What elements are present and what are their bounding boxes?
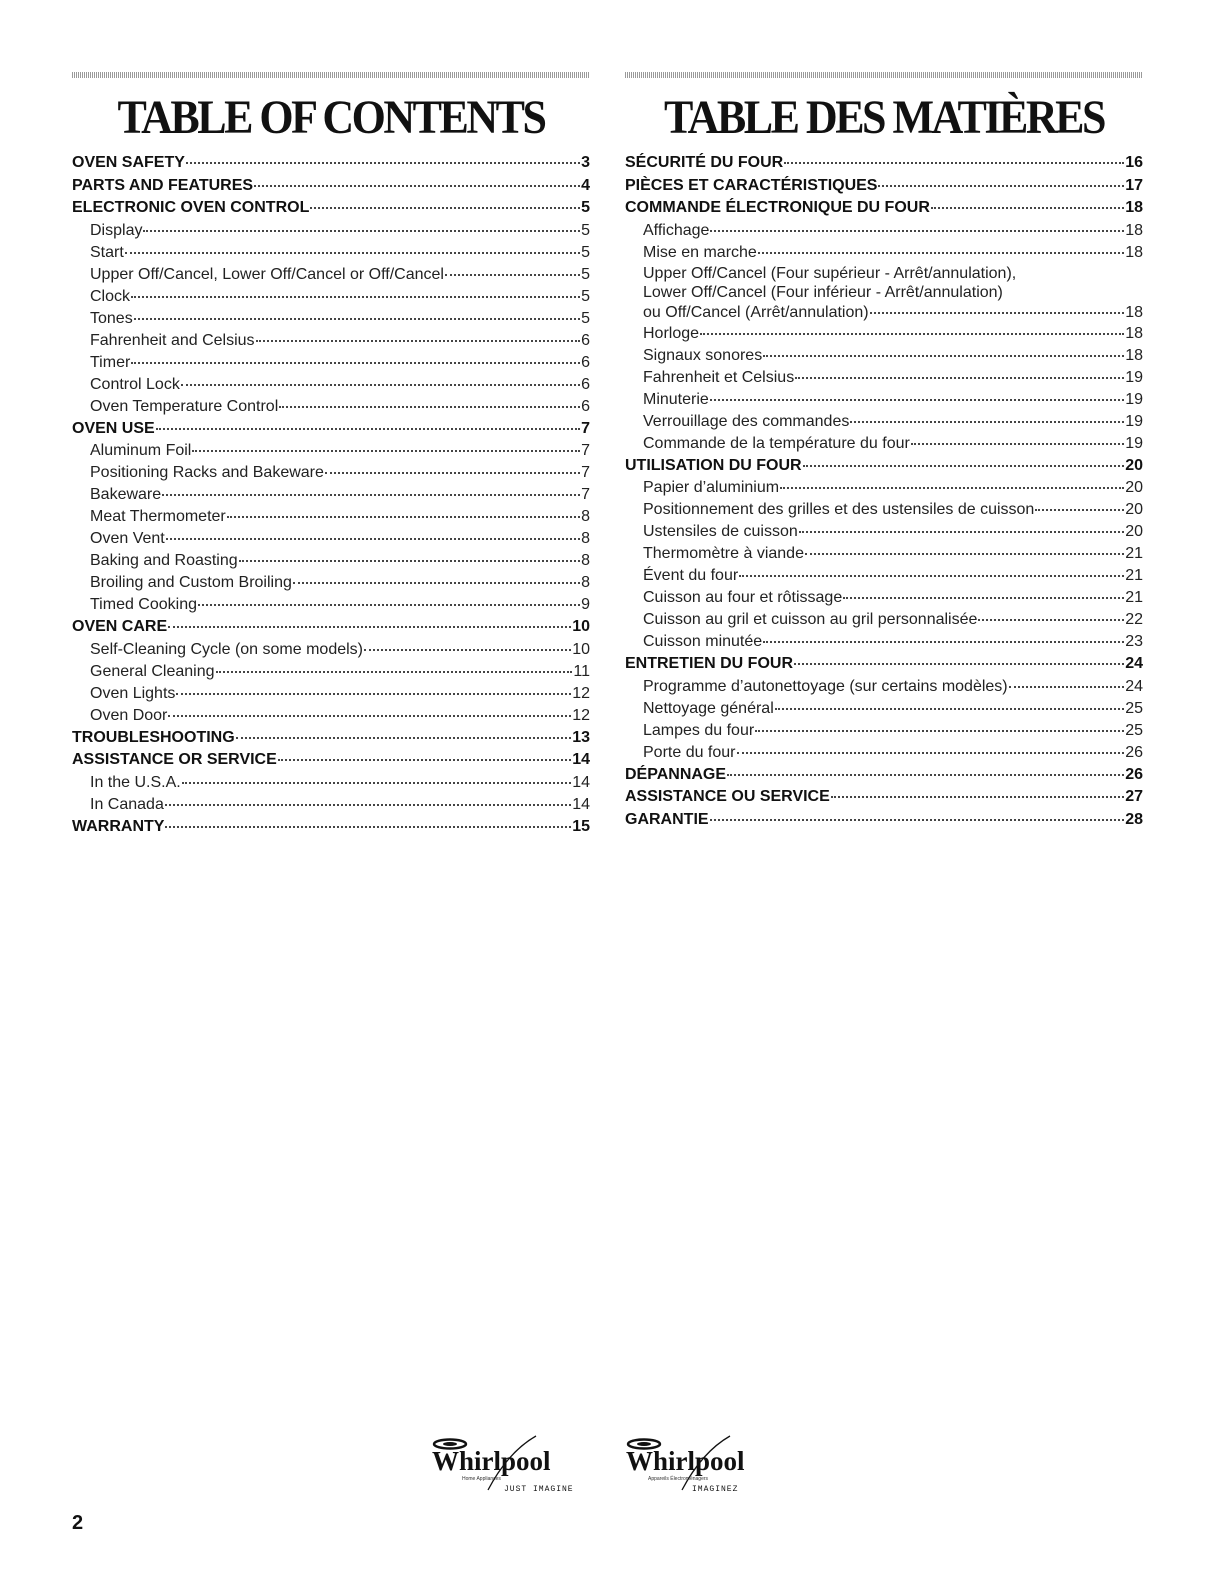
toc-entry-label: Display xyxy=(90,221,143,239)
toc-section-entry xyxy=(625,653,1143,676)
toc-title: TABLE OF CONTENTS xyxy=(117,91,545,144)
toc-subsection-entry xyxy=(72,484,590,506)
toc-entry-label: Commande de la température du four xyxy=(643,434,910,452)
toc-section-entry xyxy=(625,764,1143,787)
toc-subsection-entry xyxy=(625,411,1143,433)
toc-entry-page: 19 xyxy=(1125,434,1143,452)
toc-entry-label: ENTRETIEN DU FOUR xyxy=(625,655,793,672)
toc-entry-label: Start xyxy=(90,243,124,261)
whirlpool-logo-icon xyxy=(622,1432,772,1494)
toc-entry-page: 22 xyxy=(1125,611,1143,628)
dot-leader xyxy=(758,252,1124,254)
dot-leader xyxy=(192,450,580,452)
dot-leader xyxy=(254,185,580,187)
toc-entry-label: DÉPANNAGE xyxy=(625,765,727,783)
toc-subsection-entry xyxy=(643,303,1143,323)
toc-entry-label: PIÈCES ET CARACTÉRISTIQUES xyxy=(625,176,878,194)
dot-leader xyxy=(1035,509,1124,511)
dot-leader xyxy=(850,421,1124,423)
toc-entry-page: 8 xyxy=(581,508,590,525)
toc-entry-page: 13 xyxy=(572,728,590,746)
toc-subsection-entry xyxy=(625,345,1143,367)
svg-text:JUST IMAGINE: JUST IMAGINE xyxy=(504,1485,574,1494)
toc-entry-page: 6 xyxy=(581,353,590,371)
toc-entry-page: 19 xyxy=(1125,368,1143,386)
toc-entry-label: Thermomètre à viande xyxy=(643,545,804,562)
dot-leader xyxy=(795,377,1124,379)
toc-subsection-entry xyxy=(72,440,590,462)
svg-text:Whirlpool: Whirlpool xyxy=(626,1446,745,1476)
toc-entry-page: 19 xyxy=(1125,390,1143,408)
dot-leader xyxy=(805,553,1124,555)
page-number: 2 xyxy=(72,1512,84,1534)
toc-entry-page: 5 xyxy=(581,265,590,283)
toc-entry-page: 18 xyxy=(1125,324,1143,342)
toc-french-column xyxy=(625,72,1143,831)
toc-entry-label: Bakeware xyxy=(90,486,162,503)
toc-subsection-entry xyxy=(625,499,1143,521)
toc-entry-page: 18 xyxy=(1125,346,1143,364)
toc-subsection-entry xyxy=(72,639,590,661)
toc-entry-page: 18 xyxy=(1125,221,1143,239)
toc-entry-label: Timed Cooking xyxy=(90,596,198,613)
dot-leader xyxy=(134,318,580,320)
toc-english-column xyxy=(72,72,590,838)
dot-leader xyxy=(165,826,571,828)
toc-entry-label: Upper Off/Cancel, Lower Off/Cancel or Off/Cancel xyxy=(90,265,444,283)
toc-entry-page: 26 xyxy=(1125,743,1143,761)
toc-entry-page: 6 xyxy=(581,331,590,349)
toc-entry-page: 5 xyxy=(581,309,590,327)
dot-leader xyxy=(131,362,580,364)
toc-entry-label: Lampes du four xyxy=(643,721,755,739)
dot-leader xyxy=(131,296,580,298)
top-rule xyxy=(72,72,590,78)
dot-leader xyxy=(176,693,571,695)
toc-entry-page: 21 xyxy=(1125,545,1143,562)
toc-section-entry xyxy=(625,455,1143,478)
toc-entry-label: SÉCURITÉ DU FOUR xyxy=(625,154,784,171)
dot-leader xyxy=(737,752,1125,754)
toc-entry-page: 25 xyxy=(1125,721,1143,739)
dot-leader xyxy=(931,207,1124,209)
dot-leader xyxy=(710,819,1125,821)
toc-entry-label: Oven Vent xyxy=(90,530,165,547)
toc-entry-page: 9 xyxy=(581,596,590,613)
toc-entry-label: Broiling and Custom Broiling xyxy=(90,574,292,591)
dot-leader xyxy=(256,340,581,342)
toc-list xyxy=(72,152,590,838)
toc-entry-label: General Cleaning xyxy=(90,662,215,680)
dot-leader xyxy=(843,597,1124,599)
toc-list xyxy=(625,152,1143,831)
toc-entry-page: 8 xyxy=(581,552,590,569)
toc-entry-label: Papier d’aluminium xyxy=(643,479,780,496)
dot-leader xyxy=(239,560,580,562)
toc-section-entry xyxy=(625,175,1143,198)
toc-entry-page: 25 xyxy=(1125,699,1143,717)
toc-subsection-entry xyxy=(72,661,590,683)
toc-section-entry xyxy=(72,616,590,639)
toc-subsection-entry xyxy=(72,396,590,418)
toc-entry-page: 4 xyxy=(581,176,590,194)
toc-subsection-entry xyxy=(72,572,590,594)
toc-section-entry xyxy=(72,197,590,220)
toc-entry-label: Tones xyxy=(90,309,133,327)
toc-entry-label-line: Lower Off/Cancel (Four inférieur - Arrêt/annulation) xyxy=(643,284,1003,301)
toc-entry-label: Positioning Racks and Bakeware xyxy=(90,464,324,481)
toc-entry-label: OVEN SAFETY xyxy=(72,154,185,171)
toc-entry-label: Cuisson au gril et cuisson au gril personnalisée xyxy=(643,611,978,628)
toc-entry-label: In Canada xyxy=(90,795,164,813)
toc-entry-label-line: Upper Off/Cancel (Four supérieur - Arrêt/annulation), xyxy=(643,264,1017,282)
top-rule xyxy=(625,72,1143,78)
toc-entry-page: 14 xyxy=(572,795,590,813)
toc-entry-label: OVEN CARE xyxy=(72,618,168,635)
toc-entry-page: 5 xyxy=(581,199,590,216)
toc-subsection-entry xyxy=(72,794,590,816)
svg-text:Whirlpool: Whirlpool xyxy=(432,1446,551,1476)
whirlpool-logo-icon xyxy=(428,1432,578,1494)
toc-subsection-entry xyxy=(625,323,1143,345)
toc-subsection-entry xyxy=(625,242,1143,264)
dot-leader xyxy=(310,207,580,209)
toc-entry-page: 18 xyxy=(1125,303,1143,321)
toc-subsection-entry xyxy=(72,705,590,727)
toc-subsection-entry xyxy=(625,477,1143,499)
svg-text:Appareils Électroménagers: Appareils Électroménagers xyxy=(648,1476,709,1482)
toc-entry-label: ASSISTANCE OR SERVICE xyxy=(72,751,277,768)
toc-subsection-entry xyxy=(625,720,1143,742)
toc-subsection-entry xyxy=(72,374,590,396)
dot-leader xyxy=(870,312,1125,314)
dot-leader xyxy=(293,582,580,584)
toc-subsection-entry xyxy=(625,676,1143,698)
dot-leader xyxy=(710,230,1124,232)
toc-section-entry xyxy=(72,727,590,750)
dot-leader xyxy=(978,619,1124,621)
toc-subsection-entry xyxy=(72,550,590,572)
toc-section-entry xyxy=(625,786,1143,809)
toc-entry-label: Oven Temperature Control xyxy=(90,397,279,415)
toc-entry-page: 8 xyxy=(581,574,590,591)
toc-subsection-entry xyxy=(72,528,590,550)
dot-leader xyxy=(143,230,580,232)
whirlpool-logo xyxy=(428,1432,578,1494)
toc-entry-label: Verrouillage des commandes xyxy=(643,412,850,430)
whirlpool-logo xyxy=(622,1432,772,1494)
toc-section-entry xyxy=(625,809,1143,832)
toc-entry-page: 20 xyxy=(1125,501,1143,518)
dot-leader xyxy=(156,428,580,430)
toc-entry-label: OVEN USE xyxy=(72,419,155,437)
toc-subsection-entry xyxy=(72,286,590,308)
toc-entry-label: Fahrenheit and Celsius xyxy=(90,331,255,349)
toc-entry-label: Affichage xyxy=(643,221,710,239)
dot-leader xyxy=(278,759,571,761)
toc-entry-label: Cuisson minutée xyxy=(643,633,763,650)
dot-leader xyxy=(700,333,1124,335)
dot-leader xyxy=(799,531,1124,533)
dot-leader xyxy=(168,626,571,628)
toc-subsection-entry xyxy=(625,367,1143,389)
toc-entry-page: 8 xyxy=(581,530,590,547)
toc-entry-page: 24 xyxy=(1125,677,1143,695)
dot-leader xyxy=(739,575,1124,577)
toc-entry-page: 10 xyxy=(572,618,590,635)
toc-entry-page: 19 xyxy=(1125,412,1143,430)
toc-section-entry xyxy=(625,152,1143,175)
toc-subsection-entry xyxy=(625,565,1143,587)
toc-subsection-entry xyxy=(72,772,590,794)
dot-leader xyxy=(755,730,1124,732)
toc-subsection-entry xyxy=(72,264,590,286)
dot-leader xyxy=(763,355,1124,357)
dot-leader xyxy=(803,465,1125,467)
toc-section-entry xyxy=(72,152,590,175)
toc-entry-page: 3 xyxy=(581,154,590,171)
dot-leader xyxy=(279,406,580,408)
dot-leader xyxy=(181,384,580,386)
toc-subsection-entry xyxy=(72,506,590,528)
toc-entry-page: 7 xyxy=(581,442,590,459)
toc-subsection-entry xyxy=(625,631,1143,653)
toc-entry-page: 27 xyxy=(1125,788,1143,805)
toc-entry-page: 26 xyxy=(1125,765,1143,783)
toc-entry-label: Timer xyxy=(90,353,131,371)
dot-leader xyxy=(710,399,1124,401)
toc-entry-page: 20 xyxy=(1125,479,1143,496)
dot-leader xyxy=(794,663,1124,665)
toc-entry-label: Cuisson au four et rôtissage xyxy=(643,589,843,606)
toc-entry-page: 21 xyxy=(1125,589,1143,606)
toc-entry-page: 10 xyxy=(572,640,590,658)
toc-entry-label: ou Off/Cancel (Arrêt/annulation) xyxy=(643,303,869,321)
dot-leader xyxy=(168,715,571,717)
toc-entry-label: Control Lock xyxy=(90,375,180,393)
dot-leader xyxy=(784,162,1124,164)
dot-leader xyxy=(236,737,572,739)
toc-entry-label: Signaux sonores xyxy=(643,346,763,364)
toc-subsection-entry xyxy=(72,220,590,242)
toc-entry-page: 5 xyxy=(581,221,590,239)
toc-entry-label: Clock xyxy=(90,287,131,305)
toc-entry-page: 28 xyxy=(1125,810,1143,828)
toc-subsection-entry xyxy=(625,433,1143,455)
toc-entry-label: Minuterie xyxy=(643,390,709,408)
toc-section-entry xyxy=(72,175,590,198)
toc-entry-page: 24 xyxy=(1125,655,1143,672)
toc-subsection-entry xyxy=(625,742,1143,764)
toc-entry-label: GARANTIE xyxy=(625,810,709,828)
toc-entry-label: Ustensiles de cuisson xyxy=(643,523,798,540)
dot-leader xyxy=(182,782,571,784)
dot-leader xyxy=(216,671,573,673)
toc-entry-page: 5 xyxy=(581,287,590,305)
dot-leader xyxy=(125,252,580,254)
toc-entry-label: Horloge xyxy=(643,324,700,342)
dot-leader xyxy=(1009,686,1125,688)
toc-entry-page: 15 xyxy=(572,817,590,835)
toc-entry-label: Mise en marche xyxy=(643,243,757,261)
toc-entry-page: 12 xyxy=(572,706,590,724)
toc-subsection-entry xyxy=(625,543,1143,565)
toc-entry-label: Positionnement des grilles et des ustensiles de cuisson xyxy=(643,501,1035,518)
dot-leader xyxy=(763,641,1124,643)
toc-section-entry xyxy=(72,418,590,441)
toc-subsection-entry xyxy=(72,308,590,330)
toc-entry-page: 16 xyxy=(1125,154,1143,171)
toc-entry-page: 5 xyxy=(581,243,590,261)
toc-entry-page: 18 xyxy=(1125,243,1143,261)
toc-title: TABLE DES MATIÈRES xyxy=(664,91,1104,144)
toc-subsection-entry xyxy=(72,330,590,352)
toc-subsection-entry-multiline xyxy=(625,264,1143,323)
toc-entry-label: ELECTRONIC OVEN CONTROL xyxy=(72,199,310,216)
toc-entry-label: Fahrenheit et Celsius xyxy=(643,368,795,386)
toc-subsection-entry xyxy=(72,594,590,616)
toc-entry-page: 20 xyxy=(1125,456,1143,474)
toc-entry-page: 6 xyxy=(581,397,590,415)
toc-subsection-entry xyxy=(72,352,590,374)
toc-entry-label: Aluminum Foil xyxy=(90,442,192,459)
toc-entry-page: 7 xyxy=(581,464,590,481)
dot-leader xyxy=(198,604,580,606)
toc-entry-label: Nettoyage général xyxy=(643,699,774,717)
toc-subsection-entry xyxy=(625,609,1143,631)
dot-leader xyxy=(162,494,580,496)
toc-section-entry xyxy=(72,749,590,772)
toc-entry-page: 14 xyxy=(572,751,590,768)
svg-text:IMAGINEZ: IMAGINEZ xyxy=(692,1485,739,1494)
dot-leader xyxy=(911,443,1124,445)
toc-entry-label: PARTS AND FEATURES xyxy=(72,176,254,194)
dot-leader xyxy=(186,162,580,164)
toc-subsection-entry xyxy=(625,220,1143,242)
toc-entry-label: Baking and Roasting xyxy=(90,552,238,569)
toc-subsection-entry xyxy=(72,242,590,264)
toc-entry-label: Oven Door xyxy=(90,706,168,724)
toc-entry-label: Évent du four xyxy=(643,567,739,584)
toc-section-entry xyxy=(72,816,590,839)
dot-leader xyxy=(227,516,580,518)
toc-section-entry xyxy=(625,197,1143,220)
toc-entry-page: 7 xyxy=(581,419,590,437)
toc-entry-page: 12 xyxy=(572,684,590,702)
toc-entry-page: 7 xyxy=(581,486,590,503)
toc-subsection-entry xyxy=(625,521,1143,543)
toc-entry-label: Programme d’autonettoyage (sur certains modèles) xyxy=(643,677,1008,695)
toc-entry-page: 18 xyxy=(1125,199,1143,216)
toc-entry-label: Oven Lights xyxy=(90,684,176,702)
toc-entry-label: UTILISATION DU FOUR xyxy=(625,456,802,474)
toc-entry-label: In the U.S.A. xyxy=(90,773,181,791)
toc-entry-page: 23 xyxy=(1125,633,1143,650)
svg-text:Home Appliances: Home Appliances xyxy=(462,1476,501,1482)
toc-subsection-entry xyxy=(625,698,1143,720)
dot-leader xyxy=(325,472,580,474)
toc-entry-page: 6 xyxy=(581,375,590,393)
toc-entry-page: 14 xyxy=(572,773,590,791)
dot-leader xyxy=(727,774,1124,776)
toc-entry-page: 17 xyxy=(1125,176,1143,194)
toc-entry-label: COMMANDE ÉLECTRONIQUE DU FOUR xyxy=(625,199,930,216)
dot-leader xyxy=(364,649,571,651)
dot-leader xyxy=(166,538,580,540)
dot-leader xyxy=(165,804,571,806)
toc-entry-page: 21 xyxy=(1125,567,1143,584)
toc-subsection-entry xyxy=(625,587,1143,609)
dot-leader xyxy=(878,185,1124,187)
toc-subsection-entry xyxy=(72,462,590,484)
dot-leader xyxy=(775,708,1124,710)
dot-leader xyxy=(831,796,1124,798)
toc-entry-page: 20 xyxy=(1125,523,1143,540)
toc-entry-label: Porte du four xyxy=(643,743,736,761)
toc-entry-label: WARRANTY xyxy=(72,817,165,835)
toc-entry-label: Self-Cleaning Cycle (on some models) xyxy=(90,640,363,658)
dot-leader xyxy=(445,274,580,276)
toc-entry-label: Meat Thermometer xyxy=(90,508,226,525)
toc-entry-page: 11 xyxy=(573,662,590,680)
dot-leader xyxy=(780,487,1124,489)
toc-entry-label: TROUBLESHOOTING xyxy=(72,728,235,746)
toc-entry-label: ASSISTANCE OU SERVICE xyxy=(625,788,830,805)
toc-subsection-entry xyxy=(625,389,1143,411)
toc-subsection-entry xyxy=(72,683,590,705)
